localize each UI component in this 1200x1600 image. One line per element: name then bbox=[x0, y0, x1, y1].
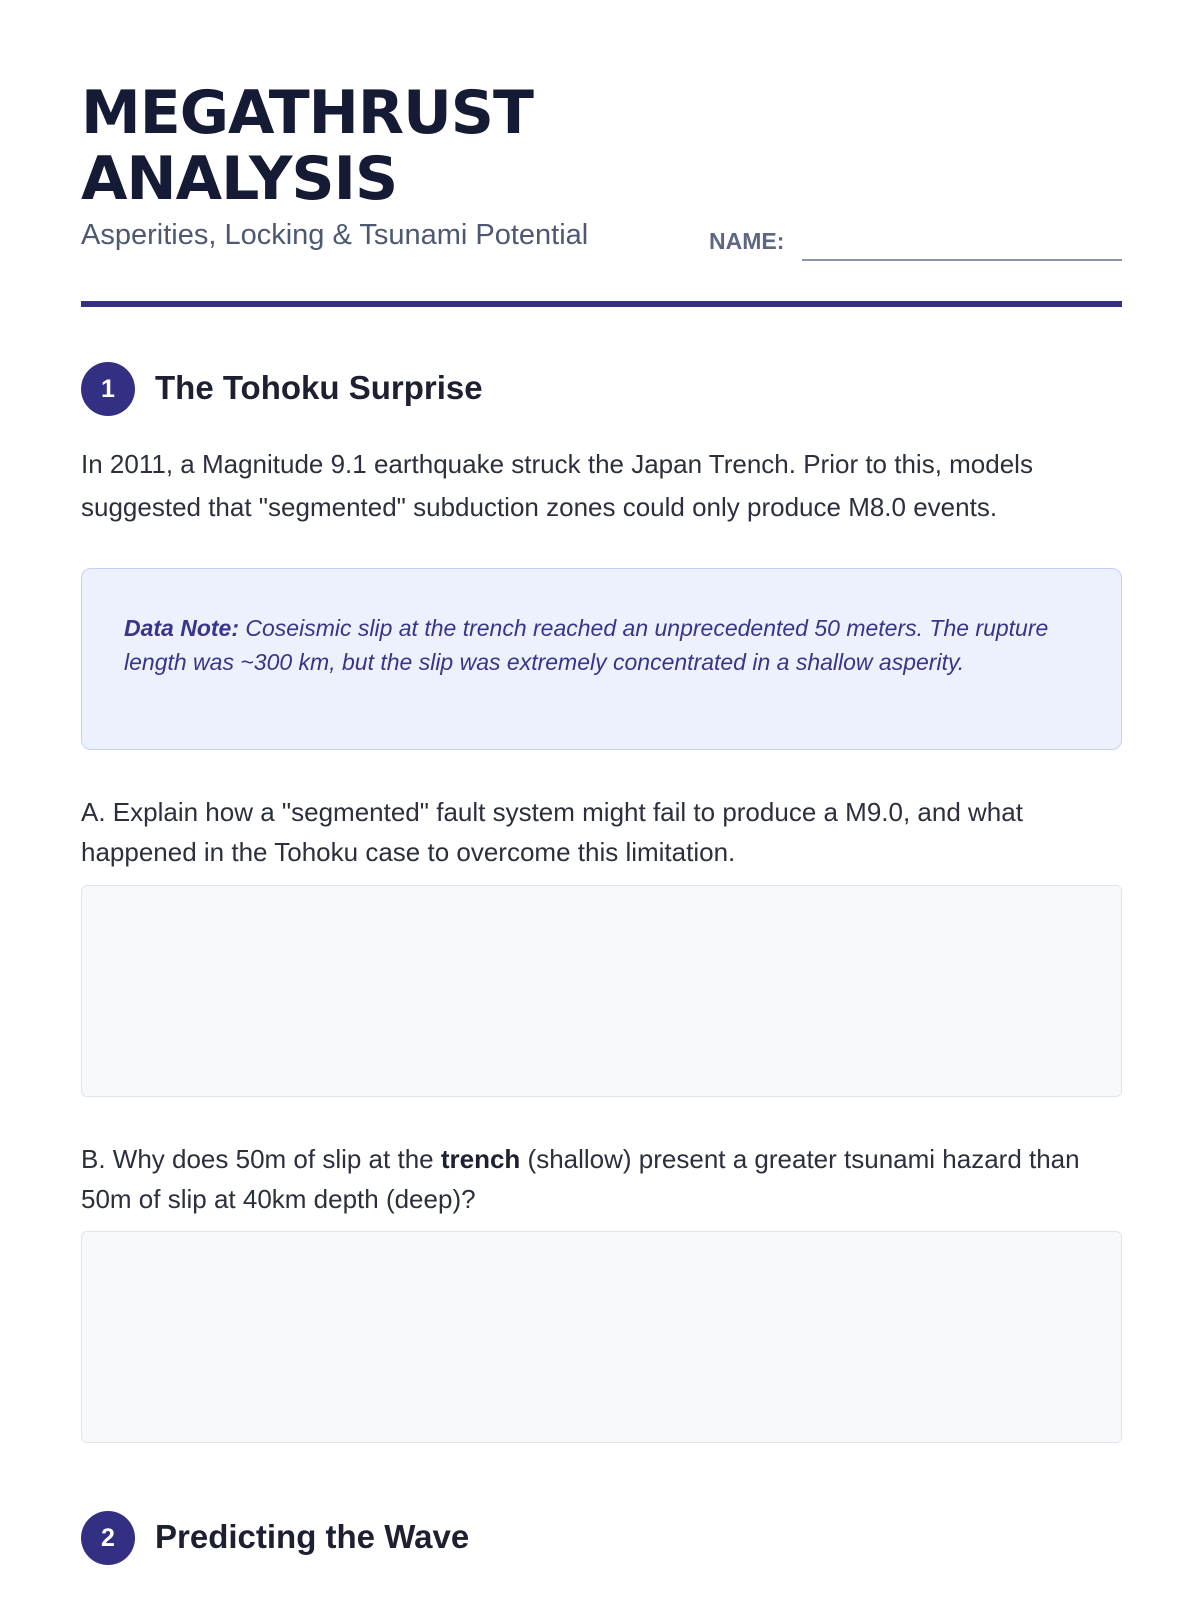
page-subtitle: Asperities, Locking & Tsunami Potential bbox=[81, 219, 589, 251]
data-note-body: Coseismic slip at the trench reached an unprecedented 50 meters. The rupture length was ~300 km, but the slip was extremely concentrated in a shallow asperity. bbox=[124, 615, 1049, 675]
section-1-title: The Tohoku Surprise bbox=[155, 369, 483, 406]
question-b-prefix: B. Why does 50m of slip at the bbox=[81, 1144, 441, 1174]
title-line-1: MEGATHRUST bbox=[81, 78, 533, 148]
data-note-text bbox=[124, 611, 1079, 679]
question-b-emphasis: trench bbox=[440, 1144, 521, 1174]
question-b bbox=[81, 1139, 1126, 1219]
name-label: NAME: bbox=[709, 228, 785, 254]
section-1-intro: In 2011, a Magnitude 9.1 earthquake struck the Japan Trench. Prior to this, models suggested that "segmented" subduction zones could only produce M8.0 events. bbox=[81, 449, 1033, 522]
data-note-label: Data Note: bbox=[124, 615, 240, 641]
title-line-2: ANALYSIS bbox=[81, 144, 398, 214]
name-field[interactable] bbox=[802, 259, 1122, 261]
data-note-box bbox=[81, 568, 1122, 750]
page-title bbox=[81, 80, 681, 212]
section-2-number-badge: 2 bbox=[81, 1511, 135, 1565]
answer-box-b[interactable] bbox=[81, 1231, 1122, 1443]
section-2-title: Predicting the Wave bbox=[155, 1518, 470, 1555]
answer-box-a[interactable] bbox=[81, 885, 1122, 1097]
question-a: A. Explain how a "segmented" fault system might fail to produce a M9.0, and what happened in the Tohoku case to overcome this limitation. bbox=[81, 797, 1023, 867]
header-divider bbox=[81, 301, 1122, 307]
question-b-suffix: (shallow) present a greater tsunami hazard than 50m of slip at 40km depth (deep)? bbox=[81, 1144, 1080, 1214]
section-1-number-badge: 1 bbox=[81, 362, 135, 416]
